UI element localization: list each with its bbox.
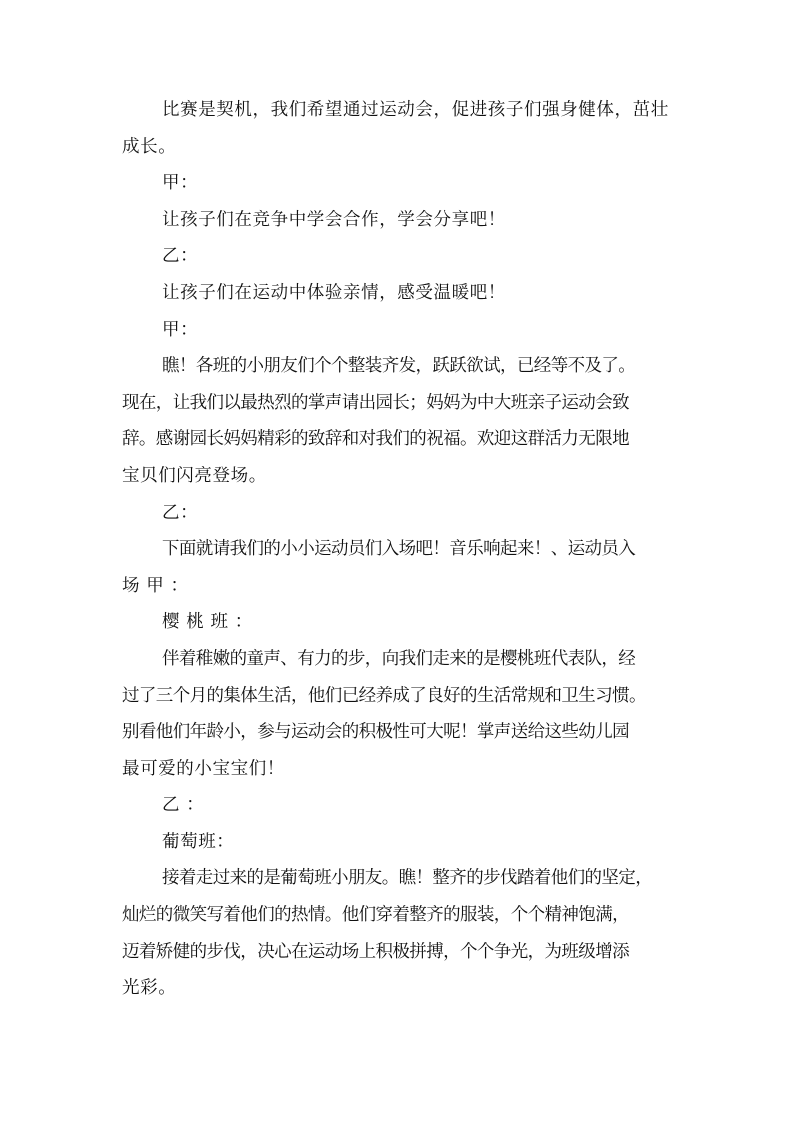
paragraph-line: 瞧！各班的小朋友们个个整装齐发，跃跃欲试，已经等不及了。 [162,356,636,377]
paragraph-line: 辞。感谢园长妈妈精彩的致辞和对我们的祝福。欢迎这群活力无限地 [122,429,629,450]
speaker-label: 乙 ： [162,795,205,816]
speaker-label: 乙： [162,246,199,267]
paragraph-line: 迈着矫健的步伐，决心在运动场上积极拼搏，个个争光，为班级增添 [122,941,629,962]
class-label: 樱 桃 班 ： [162,612,253,633]
speaker-label: 乙： [162,502,199,523]
paragraph-line: 宝贝们闪亮登场。 [122,465,267,486]
class-label: 葡萄班： [162,831,235,852]
speaker-label: 甲： [162,173,199,194]
paragraph-line: 让孩子们在竞争中学会合作，学会分享吧！ [162,209,506,230]
paragraph-line: 比赛是契机，我们希望通过运动会，促进孩子们强身健体，茁壮 [162,100,669,120]
document-body [122,92,678,1007]
paragraph-line: 成长。 [122,136,177,157]
paragraph-line: 伴着稚嫩的童声、有力的步，向我们走来的是樱桃班代表队，经 [162,648,636,669]
paragraph-line: 接着走过来的是葡萄班小朋友。瞧！整齐的步伐踏着他们的坚定， [162,868,653,889]
paragraph-line: 场 甲 ： [122,575,189,596]
paragraph-line: 光彩。 [122,978,177,999]
paragraph-line: 灿烂的微笑写着他们的热情。他们穿着整齐的服装，个个精神饱满， [122,905,629,926]
paragraph-line: 过了三个月的集体生活，他们已经养成了良好的生活常规和卫生习惯。 [122,685,646,706]
paragraph-line: 最可爱的小宝宝们！ [122,758,285,779]
paragraph-line: 现在，让我们以最热烈的掌声请出园长；妈妈为中大班亲子运动会致 [122,392,629,413]
paragraph-line: 让孩子们在运动中体验亲情，感受温暖吧！ [162,282,506,303]
paragraph-line: 别看他们年龄小，参与运动会的积极性可大呢！掌声送给这些幼儿园 [122,722,629,743]
paragraph-line: 下面就请我们的小小运动员们入场吧！音乐响起来！、运动员入 [162,539,636,560]
speaker-label: 甲： [162,319,199,340]
